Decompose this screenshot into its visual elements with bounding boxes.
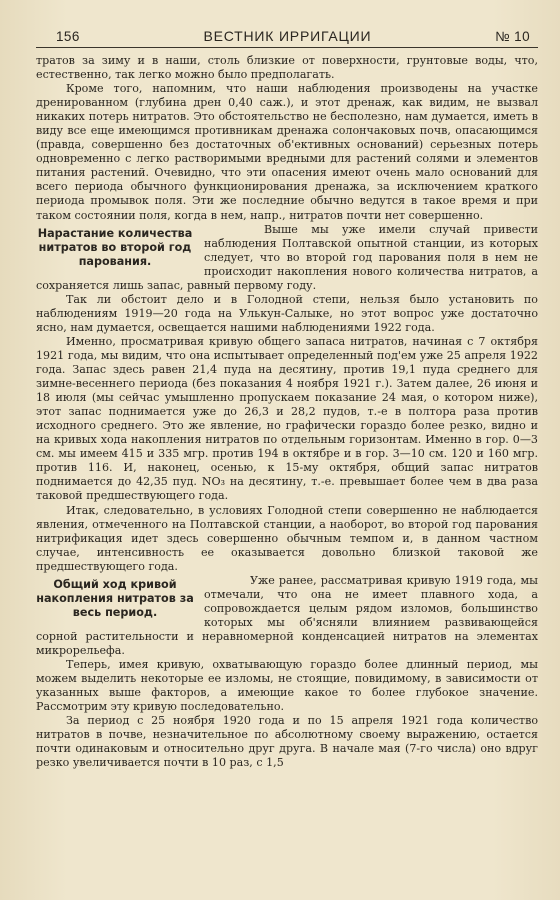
paragraph: За период с 25 ноября 1920 года и по 15 апреля 1921 года количество нитратов в почве, незначительное по абсолютному своему выражению, остается почти одинаковым и относительно друг друга. В начале мая (7-го числа) оно вдруг резко увеличивается почти в 10 раз, с 1,5 — [36, 714, 538, 770]
paragraph: Теперь, имея кривую, охватывающую гораздо более длинный период, мы можем выделить некоторые ее изломы, не стоящие, повидимому, в зависимости от указанных выше факторов, а имеющие какое то более глубокое значение. Рассмотрим эту кривую последовательно. — [36, 658, 538, 714]
side-heading: Общий ход кривой накопления нитратов за весь период. — [36, 577, 194, 619]
paragraph: Так ли обстоит дело и в Голодной степи, нельзя было установить по наблюдениям 1919—20 года на Улькун-Салыке, но этот вопрос уже достаточно ясно, нам думается, освещается нашими наблюдениями 1922 года. — [36, 292, 538, 334]
paragraph: Уже ранее, рассматривая кривую 1919 года, мы отмечали, что она не имеет плавного хода, а сопровождается целым рядом изломов, большинство которых мы об'ясняли влиянием развивающейся сорной растительности и неравномерной конденсацией нитратов на элементах микрорельефа. — [36, 573, 538, 657]
running-header — [36, 28, 538, 48]
paragraph: Итак, следовательно, в условиях Голодной степи совершенно не наблюдается явления, отмеченного на Полтавской станции, а наоборот, во второй год парования нитрификация идет здесь совершенно обычным темпом и, в данном частном случае, интенсивность ее оказывается довольно близкой таковой же предшествующего года. — [36, 503, 538, 573]
paragraph: Именно, просматривая кривую общего запаса нитратов, начиная с 7 октября 1921 года, мы видим, что она испытывает определенный под'ем уже 25 апреля 1922 года. Запас здесь равен 21,4 пуда на десятину, против 19,1 пуда среднего для зимне-весеннего периода (без показания 4 ноября 1921 г.). Затем далее, 26 июня и 18 июля (мы сейчас умышленно пропускаем показание 24 мая, о котором ниже), этот запас поднимается уже до 26,3 и 28,2 пудов, т.-е в полтора раза против исходного среднего. Это же явление, но графически гораздо более резко, видно и на кривых хода накопления нитратов по отдельным горизонтам. Именно в гор. 0—3 см. мы имеем 415 и 335 мгр. против 194 в октябре и в гор. 3—10 см. 120 и 160 мгр. против 116. И, наконец, осенью, к 15-му октября, общий запас нитратов поднимается до 42,35 пуд. NO₃ на десятину, т.-е. превышает более чем в два раза таковой предшествующего года. — [36, 334, 538, 503]
issue-number: № 10 — [495, 29, 530, 44]
side-heading: Нарастание количества нитратов во второй год парования. — [37, 226, 193, 268]
paragraph: Кроме того, напомним, что наши наблюдения производены на участке дренированном (глубина дрен 0,40 саж.), и этот дренаж, как видим, не вызвал никаких потерь нитратов. Это обстоятельство не бесполезно, нам думается, иметь в виду все еще имеющимся противникам дренажа солончаковых почв, опасающимся (правда, совершенно без достаточных об'ективных оснований) серьезных потерь одновременно с легко растворимыми вредными для растений солями и элементов питания растений. Очевидно, что эти опасения имеют очень мало оснований для всего периода обычного функционирования дренажа, за исключением краткого периода промывок поля. Эти же последние обычно ведутся в такое время и при таком состоянии поля, когда в нем, напр., нитратов почти нет совершенно. — [36, 82, 538, 222]
journal-title: ВЕСТНИК ИРРИГАЦИИ — [203, 28, 372, 44]
page-number: 156 — [56, 29, 80, 44]
paragraph: Выше мы уже имели случай привести наблюдения Полтавской опытной станции, из которых следует, что во второй год парования поля в нем не происходит накопления нового количества нитратов, а сохраняется лишь запас, равный первому году. — [36, 222, 538, 292]
paragraph: тратов за зиму и в наши, столь близкие от поверхности, грунтовые воды, что, естественно, так легко можно было предполагать. — [36, 54, 538, 82]
article-body — [36, 54, 538, 770]
